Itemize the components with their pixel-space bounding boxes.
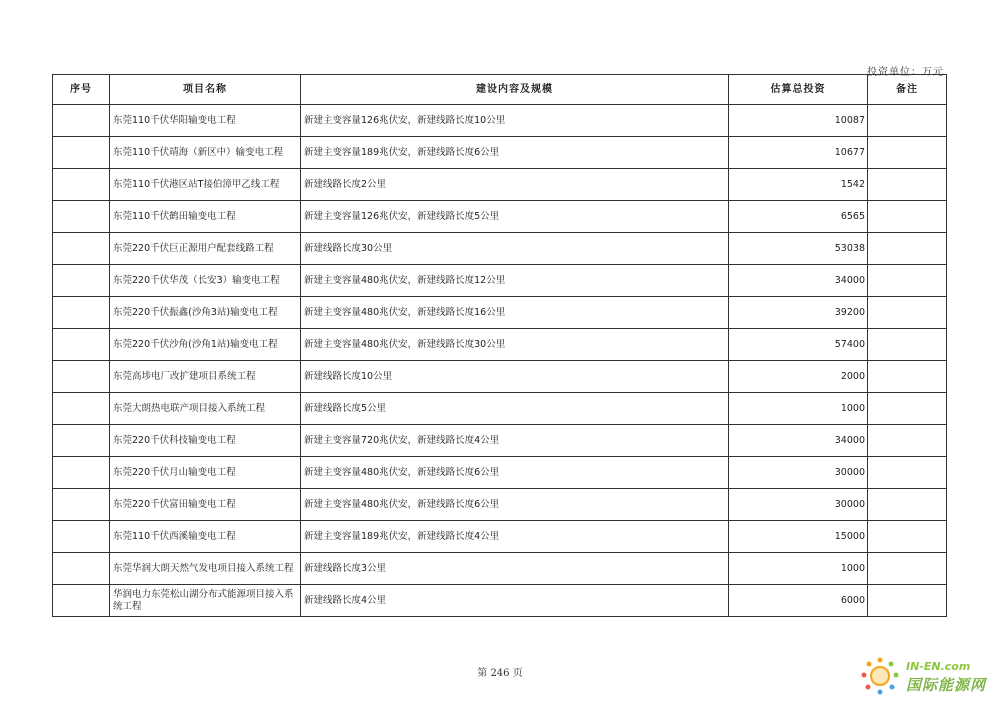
cell-project-name: 东莞110千伏靖海（新区中）输变电工程 (110, 137, 301, 169)
table-row (53, 265, 947, 297)
cell-scope: 新建主变容量189兆伏安，新建线路长度4公里 (301, 521, 729, 553)
cell-seq (53, 585, 110, 617)
cell-note (868, 457, 947, 489)
cell-seq (53, 393, 110, 425)
cell-project-name: 东莞110千伏鹤田输变电工程 (110, 201, 301, 233)
cell-project-name: 东莞220千伏振鑫(沙角3站)输变电工程 (110, 297, 301, 329)
table-row (53, 169, 947, 201)
project-table (52, 74, 947, 617)
cell-investment: 39200 (729, 297, 868, 329)
table-row (53, 553, 947, 585)
cell-scope: 新建主变容量480兆伏安，新建线路长度30公里 (301, 329, 729, 361)
cell-seq (53, 329, 110, 361)
cell-seq (53, 425, 110, 457)
cell-seq (53, 137, 110, 169)
cell-scope: 新建线路长度10公里 (301, 361, 729, 393)
cell-scope: 新建主变容量189兆伏安，新建线路长度6公里 (301, 137, 729, 169)
cell-note (868, 585, 947, 617)
cell-scope: 新建主变容量126兆伏安，新建线路长度5公里 (301, 201, 729, 233)
cell-scope: 新建主变容量126兆伏安，新建线路长度10公里 (301, 105, 729, 137)
cell-project-name: 东莞110千伏西溪输变电工程 (110, 521, 301, 553)
table-row (53, 585, 947, 617)
table-row (53, 329, 947, 361)
cell-scope: 新建主变容量480兆伏安，新建线路长度6公里 (301, 457, 729, 489)
cell-note (868, 425, 947, 457)
watermark-logo (858, 650, 998, 700)
investment-unit-label: 投资单位：万元 (867, 67, 944, 78)
cell-seq (53, 361, 110, 393)
header-note: 备注 (868, 75, 947, 105)
cell-investment: 30000 (729, 457, 868, 489)
header-name: 项目名称 (110, 75, 301, 105)
cell-note (868, 233, 947, 265)
cell-investment: 34000 (729, 425, 868, 457)
cell-seq (53, 105, 110, 137)
cell-seq (53, 489, 110, 521)
cell-note (868, 489, 947, 521)
cell-scope: 新建主变容量480兆伏安，新建线路长度12公里 (301, 265, 729, 297)
cell-note (868, 297, 947, 329)
table-body (53, 105, 947, 617)
cell-note (868, 393, 947, 425)
table-row (53, 361, 947, 393)
sun-logo-icon (858, 654, 902, 698)
header-seq: 序号 (53, 75, 110, 105)
page-number: 第 246 页 (477, 668, 523, 679)
cell-project-name: 东莞高埗电厂改扩建项目系统工程 (110, 361, 301, 393)
table-row (53, 137, 947, 169)
cell-project-name: 东莞220千伏富田输变电工程 (110, 489, 301, 521)
cell-scope: 新建线路长度30公里 (301, 233, 729, 265)
cell-project-name: 东莞华润大朗天然气发电项目接入系统工程 (110, 553, 301, 585)
cell-note (868, 105, 947, 137)
cell-seq (53, 457, 110, 489)
cell-investment: 34000 (729, 265, 868, 297)
cell-note (868, 521, 947, 553)
cell-investment: 6000 (729, 585, 868, 617)
table-row (53, 105, 947, 137)
cell-investment: 1000 (729, 393, 868, 425)
cell-seq (53, 169, 110, 201)
cell-project-name: 华润电力东莞松山湖分布式能源项目接入系统工程 (110, 585, 301, 617)
cell-seq (53, 265, 110, 297)
cell-scope: 新建线路长度5公里 (301, 393, 729, 425)
table-row (53, 425, 947, 457)
cell-seq (53, 521, 110, 553)
table-row (53, 393, 947, 425)
cell-project-name: 东莞110千伏华阳输变电工程 (110, 105, 301, 137)
cell-project-name: 东莞220千伏巨正源用户配套线路工程 (110, 233, 301, 265)
cell-investment: 15000 (729, 521, 868, 553)
cell-seq (53, 201, 110, 233)
cell-project-name: 东莞220千伏沙角(沙角1站)输变电工程 (110, 329, 301, 361)
cell-investment: 57400 (729, 329, 868, 361)
cell-note (868, 553, 947, 585)
cell-seq (53, 297, 110, 329)
header-scope: 建设内容及规模 (301, 75, 729, 105)
cell-investment: 2000 (729, 361, 868, 393)
cell-investment: 6565 (729, 201, 868, 233)
cell-investment: 1542 (729, 169, 868, 201)
cell-investment: 10677 (729, 137, 868, 169)
watermark-en: IN-EN.com (906, 660, 971, 673)
cell-project-name: 东莞220千伏月山输变电工程 (110, 457, 301, 489)
cell-investment: 30000 (729, 489, 868, 521)
cell-investment: 53038 (729, 233, 868, 265)
cell-investment: 1000 (729, 553, 868, 585)
cell-seq (53, 233, 110, 265)
cell-scope: 新建主变容量480兆伏安，新建线路长度16公里 (301, 297, 729, 329)
cell-project-name: 东莞220千伏科技输变电工程 (110, 425, 301, 457)
cell-project-name: 东莞110千伏港区站T接伯漳甲乙线工程 (110, 169, 301, 201)
table-row (53, 457, 947, 489)
cell-seq (53, 553, 110, 585)
cell-scope: 新建线路长度2公里 (301, 169, 729, 201)
cell-note (868, 361, 947, 393)
cell-scope: 新建线路长度3公里 (301, 553, 729, 585)
table-row (53, 489, 947, 521)
cell-note (868, 137, 947, 169)
table-row (53, 201, 947, 233)
table-row (53, 521, 947, 553)
cell-note (868, 265, 947, 297)
cell-project-name: 东莞220千伏华茂（长安3）输变电工程 (110, 265, 301, 297)
table-row (53, 233, 947, 265)
header-investment: 估算总投资 (729, 75, 868, 105)
table-header-row (53, 75, 947, 105)
cell-project-name: 东莞大朗热电联产项目接入系统工程 (110, 393, 301, 425)
watermark-cn: 国际能源网 (906, 676, 987, 694)
cell-note (868, 329, 947, 361)
cell-investment: 10087 (729, 105, 868, 137)
cell-scope: 新建线路长度4公里 (301, 585, 729, 617)
cell-scope: 新建主变容量720兆伏安，新建线路长度4公里 (301, 425, 729, 457)
cell-note (868, 201, 947, 233)
cell-note (868, 169, 947, 201)
cell-scope: 新建主变容量480兆伏安，新建线路长度6公里 (301, 489, 729, 521)
table-row (53, 297, 947, 329)
